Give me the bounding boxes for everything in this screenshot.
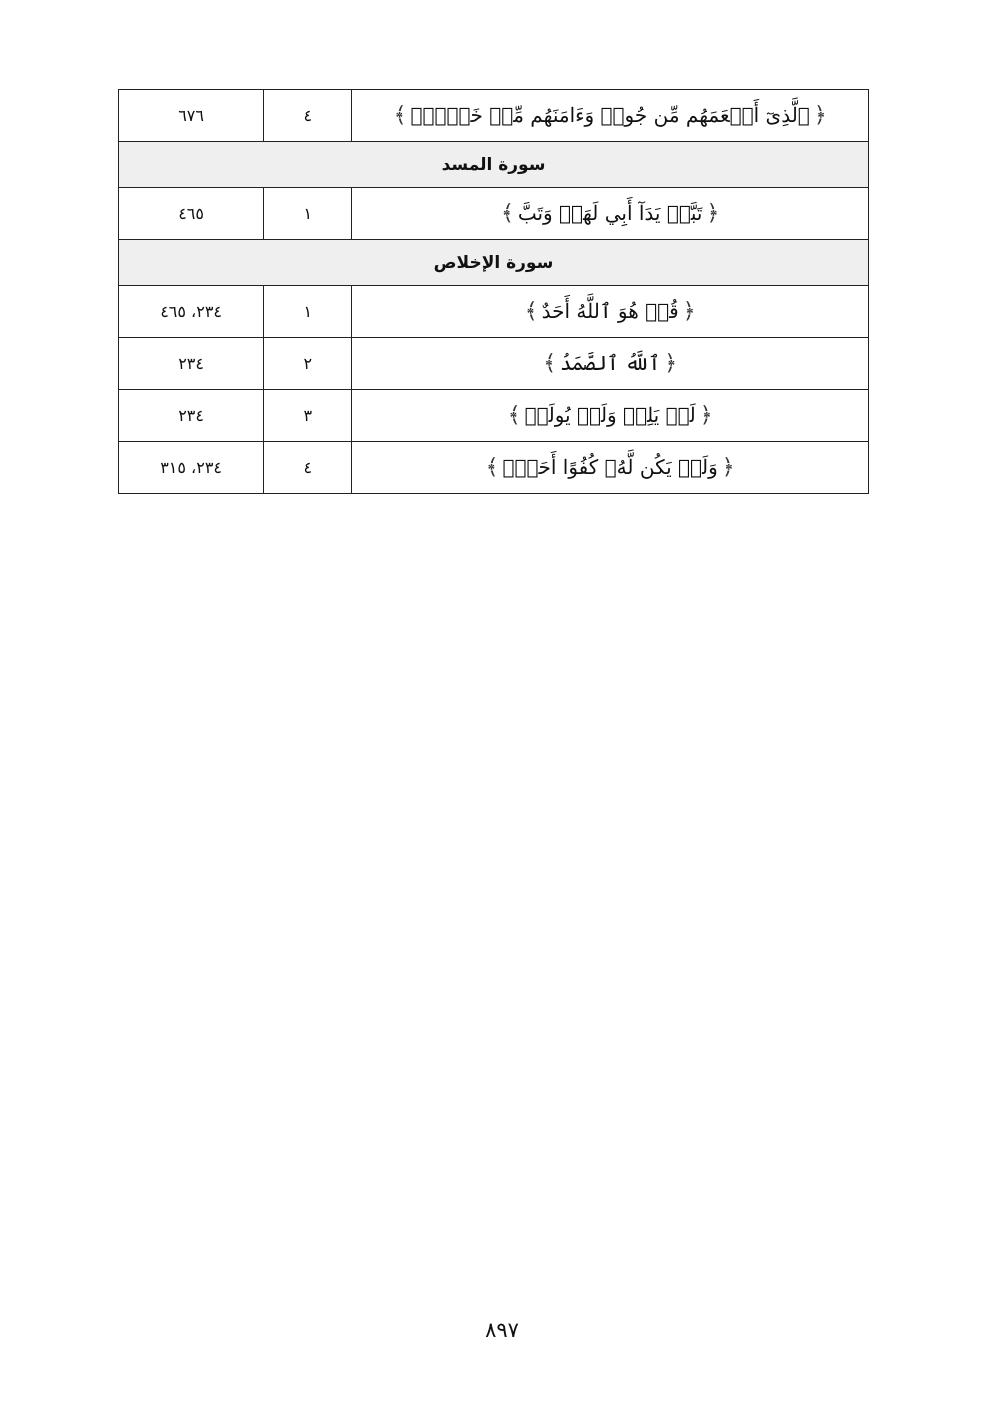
ornate-bracket-close-icon: ﴾: [393, 103, 407, 128]
ornate-bracket-close-icon: ﴾: [524, 299, 538, 324]
table-row: [119, 442, 869, 494]
verse-number: ٢: [264, 338, 352, 390]
ornate-bracket-close-icon: ﴾: [485, 455, 499, 480]
page-references: ٢٣٤، ٣١٥: [119, 442, 264, 494]
verse-number: ١: [264, 286, 352, 338]
page-references: ٢٣٤: [119, 338, 264, 390]
verse-number: ٣: [264, 390, 352, 442]
table-row: [119, 338, 869, 390]
verse-text: ٱللَّهُ ٱلصَّمَدُ: [560, 351, 661, 375]
verse-cell: [352, 286, 869, 338]
verse-text: لَمۡ يَلِدۡ وَلَمۡ يُولَدۡ: [524, 403, 696, 427]
table-row: [119, 188, 869, 240]
surah-header-row: [119, 240, 869, 286]
ornate-bracket-open-icon: ﴿: [813, 103, 827, 128]
page-references: ٤٦٥: [119, 188, 264, 240]
verse-text: وَلَمۡ يَكُن لَّهُۥ كُفُوًا أَحَدُۢ: [502, 455, 718, 479]
surah-title: سورة الإخلاص: [119, 240, 869, 286]
verse-cell: [352, 338, 869, 390]
surah-header-row: [119, 142, 869, 188]
verse-text: ٱلَّذِىٓ أَطۡعَمَهُم مِّن جُوعٖ وَءَامَنَهُم مِّنۡ خَوۡفِۭ: [410, 103, 810, 127]
table-row: [119, 390, 869, 442]
ornate-bracket-open-icon: ﴿: [682, 299, 696, 324]
ornate-bracket-close-icon: ﴾: [507, 403, 521, 428]
ornate-bracket-open-icon: ﴿: [721, 455, 735, 480]
verse-cell: [352, 390, 869, 442]
page-references: ٢٣٤، ٤٦٥: [119, 286, 264, 338]
verse-cell: [352, 188, 869, 240]
verse-number: ٤: [264, 442, 352, 494]
ornate-bracket-close-icon: ﴾: [500, 201, 514, 226]
verse-text: تَبَّتۡ يَدَآ أَبِي لَهَبٖ وَتَبَّ: [517, 201, 703, 225]
verse-number: ٤: [264, 90, 352, 142]
verse-cell: [352, 90, 869, 142]
verse-number: ١: [264, 188, 352, 240]
ornate-bracket-close-icon: ﴾: [543, 351, 557, 376]
surah-title: سورة المسد: [119, 142, 869, 188]
verse-cell: [352, 442, 869, 494]
page-number: ٨٩٧: [485, 1318, 519, 1342]
verse-text: قُلۡ هُوَ ٱللَّهُ أَحَدٌ: [541, 299, 679, 323]
page-references: ٦٧٦: [119, 90, 264, 142]
verse-index-table: [118, 89, 869, 494]
table-row: [119, 286, 869, 338]
page-references: ٢٣٤: [119, 390, 264, 442]
table-row: [119, 90, 869, 142]
ornate-bracket-open-icon: ﴿: [664, 351, 678, 376]
ornate-bracket-open-icon: ﴿: [706, 201, 720, 226]
ornate-bracket-open-icon: ﴿: [699, 403, 713, 428]
